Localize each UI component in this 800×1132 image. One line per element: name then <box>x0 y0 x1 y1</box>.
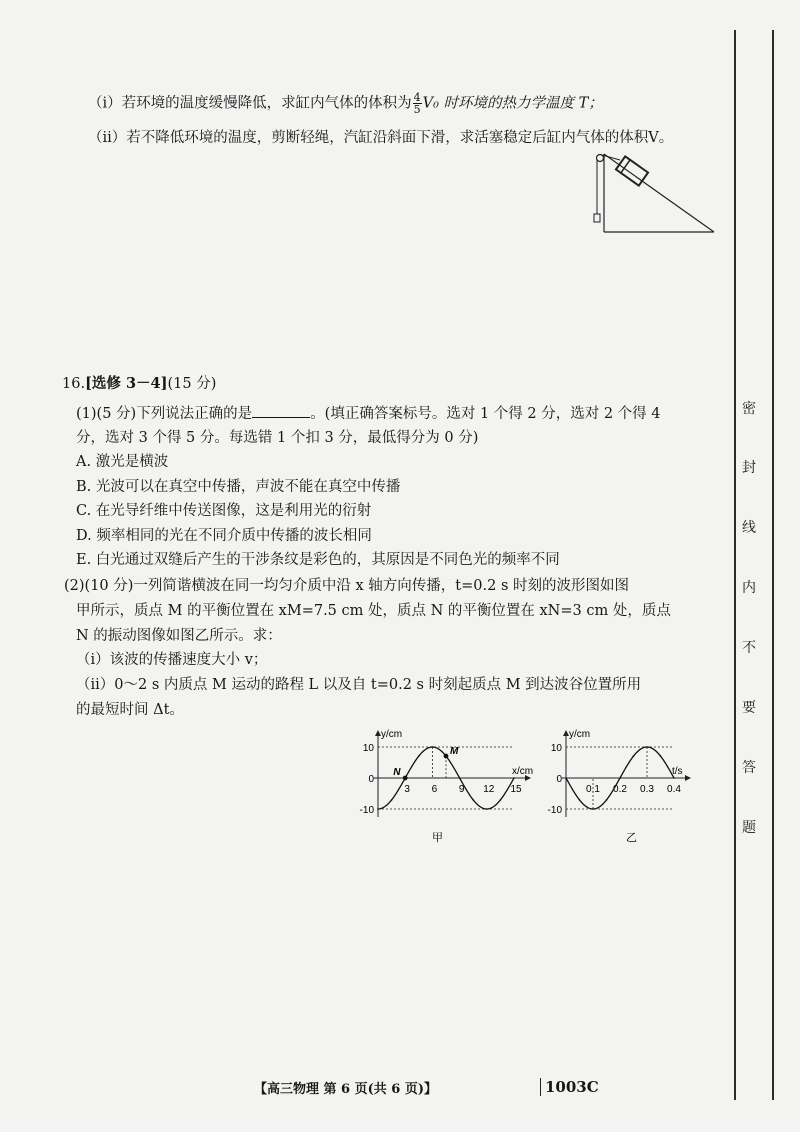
fraction-four-fifths <box>413 92 422 115</box>
hanging-weight <box>594 214 600 222</box>
x-tick-label: 9 <box>458 784 465 795</box>
option-c: C. 在光导纤维中传送图像，这是利用光的衍射 <box>76 503 372 519</box>
data-point <box>472 799 474 801</box>
paper-code: 1003C <box>540 1078 599 1096</box>
x-axis-label: t/s <box>672 766 683 777</box>
option-e: E. 白光通过双缝后产生的干涉条纹是彩色的，其原因是不同色光的频率不同 <box>76 552 560 568</box>
incline-slope <box>604 154 714 232</box>
q16-sub1 <box>76 403 661 424</box>
q16-sub1-line2: 分，选对 3 个得 5 分。每选错 1 个扣 3 分，最低得分为 0 分) <box>76 430 479 446</box>
seal-line-outer <box>772 30 774 1100</box>
data-point <box>500 799 502 801</box>
option-b: B. 光波可以在真空中传播，声波不能在真空中传播 <box>76 479 401 495</box>
x-tick-label: 12 <box>483 784 495 795</box>
data-point <box>486 808 488 810</box>
page-footer-label: 【高三物理 第 6 页(共 6 页)】 <box>254 1082 438 1097</box>
q16-sub1-suffix: 。(填正确答案标号。选对 1 个得 2 分，选对 2 个得 4 <box>310 406 661 422</box>
data-point <box>565 777 567 779</box>
y-tick-label: 10 <box>362 743 374 754</box>
x-tick-label: 0.1 <box>586 784 600 795</box>
x-tick-label: 15 <box>510 784 522 795</box>
data-point <box>660 755 662 757</box>
chart-yi-caption: 乙 <box>626 832 637 844</box>
data-point <box>459 777 461 779</box>
answer-blank <box>252 403 310 418</box>
data-point <box>673 777 675 779</box>
q15-part2: （ⅱ）若不降低环境的温度，剪断轻绳，汽缸沿斜面下滑，求活塞稳定后缸内气体的体积V。 <box>88 130 674 146</box>
data-point <box>513 777 515 779</box>
seal-line-inner <box>734 30 736 1100</box>
q16-sub2-line3: N 的振动图像如图乙所示。求： <box>76 628 282 644</box>
data-point <box>377 808 379 810</box>
x-tick-label: 3 <box>404 784 410 795</box>
data-point <box>418 755 420 757</box>
q16-number: 16. <box>62 376 86 392</box>
data-point <box>391 799 393 801</box>
seal-char: 题 <box>742 820 756 836</box>
point-n <box>403 776 408 781</box>
data-point <box>633 755 635 757</box>
x-axis-label: x/cm <box>512 766 534 777</box>
label-n: N <box>393 767 401 778</box>
fraction-denominator: 5 <box>413 103 421 116</box>
y-axis-label: y/cm <box>569 729 591 740</box>
x-tick-label: 6 <box>431 784 438 795</box>
seal-char: 不 <box>742 640 756 656</box>
seal-char: 要 <box>742 700 756 716</box>
y-tick-label: -10 <box>359 805 374 816</box>
q16-sub2-line1: (2)(10 分)一列简谐横波在同一均匀介质中沿 x 轴方向传播，t=0.2 s 时刻的波形图如图 <box>64 578 630 594</box>
data-point <box>579 799 581 801</box>
option-d: D. 频率相同的光在不同介质中传播的波长相同 <box>76 528 372 544</box>
q16-elective-title: [选修 3－4] <box>85 375 168 392</box>
q16-sub2-ii-line2: 的最短时间 Δt。 <box>76 702 184 718</box>
option-a: A. 激光是横波 <box>76 454 169 470</box>
data-point <box>606 799 608 801</box>
q16-sub1-prefix: (1)(5 分)下列说法正确的是 <box>76 406 253 422</box>
q15-part1 <box>88 92 603 115</box>
x-tick-label: 0.4 <box>667 784 681 795</box>
y-tick-label: 0 <box>368 774 374 785</box>
q15-part1-suffix: V₀ 时环境的热力学温度 T； <box>422 95 603 112</box>
data-point <box>619 777 621 779</box>
q15-part1-prefix: （ⅰ）若环境的温度缓慢降低，求缸内气体的体积为 <box>88 95 412 112</box>
seal-char: 线 <box>742 520 756 536</box>
q16-header <box>62 374 216 394</box>
seal-char: 答 <box>742 760 756 776</box>
y-axis-label: y/cm <box>381 729 403 740</box>
wave-graph-jia <box>348 725 548 850</box>
q16-sub2-ii-line1: （ⅱ）0～2 s 内质点 M 运动的路程 L 以及自 t=0.2 s 时刻起质点 M 到达波谷位置所用 <box>76 677 642 693</box>
y-tick-label: -10 <box>547 805 562 816</box>
seal-char: 密 <box>742 401 756 417</box>
label-m: M <box>450 746 459 758</box>
chart-jia-caption: 甲 <box>432 832 443 844</box>
q16-sub2-i: （ⅰ）该波的传播速度大小 v； <box>76 652 268 668</box>
x-tick-label: 0.2 <box>613 784 627 795</box>
y-tick-label: 10 <box>550 743 562 754</box>
q16-sub2-line2: 甲所示，质点 M 的平衡位置在 xM=7.5 cm 处，质点 N 的平衡位置在 xN=3 cm 处，质点 <box>76 603 671 619</box>
seal-char: 内 <box>742 580 756 596</box>
y-tick-label: 0 <box>556 774 562 785</box>
q16-score: (15 分) <box>167 376 217 392</box>
vibration-graph-yi <box>536 725 706 850</box>
x-tick-label: 0.3 <box>640 784 654 795</box>
seal-char: 封 <box>742 460 756 476</box>
fraction-numerator: 4 <box>413 91 421 104</box>
incline-figure <box>586 146 726 246</box>
